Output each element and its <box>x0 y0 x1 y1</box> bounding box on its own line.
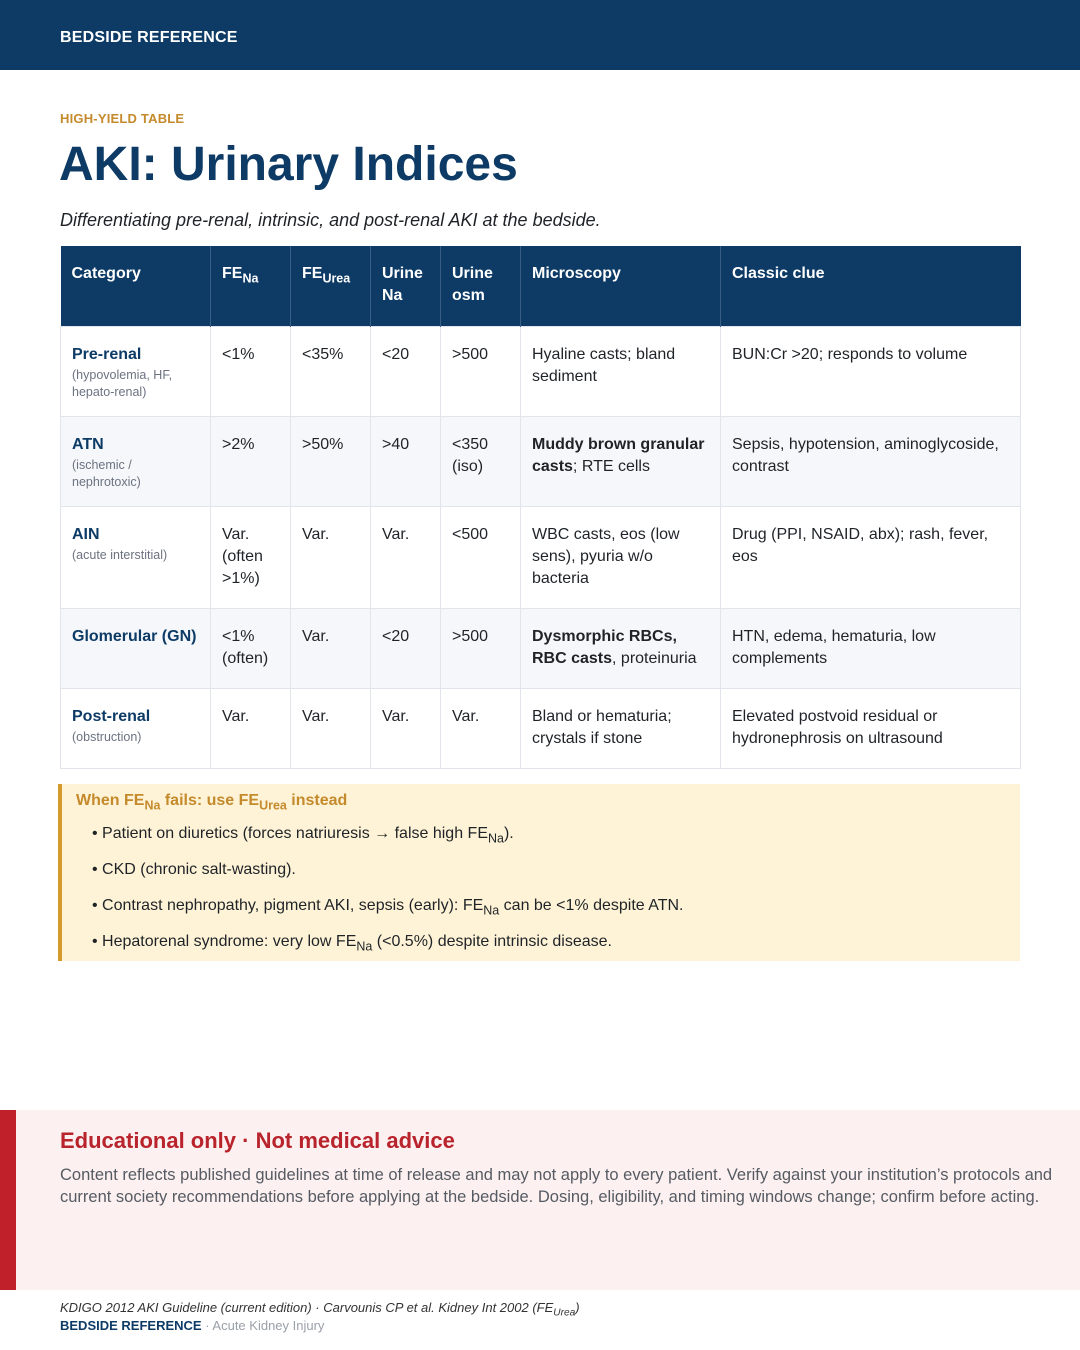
category-name: Post-renal <box>72 707 151 725</box>
header-urine-na: Urine Na <box>371 246 441 326</box>
table-row <box>61 688 1021 768</box>
page-subtitle: Differentiating pre-renal, intrinsic, and post-renal AKI at the bedside. <box>60 210 601 230</box>
fena-callout <box>58 784 1020 961</box>
eyebrow-label: HIGH-YIELD TABLE <box>60 111 185 126</box>
header-fena: $FE_{Na}$ <box>211 246 291 326</box>
feurea-cell: <35% <box>291 326 371 416</box>
footer-separator: · <box>201 1318 213 1333</box>
feurea-cell: Var. <box>291 608 371 688</box>
category-cell <box>61 608 211 688</box>
category-name: Glomerular (GN) <box>72 627 197 645</box>
list-item: • Contrast nephropathy, pigment AKI, sepsis (early): $FE_{Na}$ can be <1% despite ATN. <box>92 897 684 918</box>
urine-osm-cell: >500 <box>441 326 521 416</box>
disclaimer-box <box>0 1110 1080 1290</box>
citation: KDIGO 2012 AKI Guideline (current edition) · Carvounis CP et al. Kidney Int 2002 $(FE_{Urea})$ <box>60 1300 580 1319</box>
table-row <box>61 416 1021 506</box>
microscopy-cell: WBC casts, eos (low sens), pyuria w/o bacteria <box>521 506 721 608</box>
top-banner <box>0 0 1080 70</box>
fena-cell: <1% <box>211 326 291 416</box>
header-urine-osm: Urine osm <box>441 246 521 326</box>
banner-label: BEDSIDE REFERENCE <box>60 29 238 46</box>
header-feurea: $FE_{Urea}$ <box>291 246 371 326</box>
urine-osm-cell: <500 <box>441 506 521 608</box>
table-row <box>61 506 1021 608</box>
category-sub: (ischemic / nephrotoxic) <box>72 457 141 489</box>
callout-list <box>92 824 683 968</box>
urine-na-cell: Var. <box>371 688 441 768</box>
category-sub: (obstruction) <box>72 729 142 744</box>
category-cell <box>61 326 211 416</box>
urine-na-cell: >40 <box>371 416 441 506</box>
clue-cell: Elevated postvoid residual or hydronephrosis on ultrasound <box>721 688 1021 768</box>
fena-cell: Var. <box>211 688 291 768</box>
header-microscopy: Microscopy <box>521 246 721 326</box>
fena-cell: Var. (often >1%) <box>211 506 291 608</box>
list-item: • CKD (chronic salt-wasting). <box>92 861 296 878</box>
category-name: ATN <box>72 435 104 453</box>
urine-osm-cell: Var. <box>441 688 521 768</box>
clue-cell: Drug (PPI, NSAID, abx); rash, fever, eos <box>721 506 1021 608</box>
disclaimer-text: Content reflects published guidelines at time of release and may not apply to every patient. Verify against your institution’s protocols and current society recommendations before applying at the bedside. Dosing, eligibility, and timing windows change; confirm before acting. <box>60 1166 1053 1206</box>
clue-cell: HTN, edema, hematuria, low complements <box>721 608 1021 688</box>
microscopy-cell: Muddy brown granular casts; RTE cells <box>521 416 721 506</box>
feurea-cell: Var. <box>291 506 371 608</box>
callout-title: When $FE_{Na}$ fails: use $FE_{Urea}$ instead <box>76 792 348 813</box>
category-cell <box>61 416 211 506</box>
footer-brand: BEDSIDE REFERENCE <box>60 1318 202 1333</box>
microscopy-cell: Hyaline casts; bland sediment <box>521 326 721 416</box>
category-cell <box>61 688 211 768</box>
clue-cell: BUN:Cr >20; responds to volume <box>721 326 1021 416</box>
list-item: • Patient on diuretics (forces natriuresis → false high $FE_{Na}$). <box>92 825 514 846</box>
table-row <box>61 608 1021 688</box>
feurea-cell: Var. <box>291 688 371 768</box>
urine-osm-cell: >500 <box>441 608 521 688</box>
header-category: Category <box>61 246 211 326</box>
microscopy-cell: Dysmorphic RBCs, RBC casts, proteinuria <box>521 608 721 688</box>
footer-topic: Acute Kidney Injury <box>212 1318 325 1333</box>
page-title: AKI: Urinary Indices <box>59 138 518 191</box>
urine-na-cell: <20 <box>371 608 441 688</box>
category-cell <box>61 506 211 608</box>
disclaimer-title: Educational only · Not medical advice <box>60 1128 455 1153</box>
list-item: • Hepatorenal syndrome: very low $FE_{Na}$ (<0.5%) despite intrinsic disease. <box>92 933 612 954</box>
header-classic-clue: Classic clue <box>721 246 1021 326</box>
footer <box>60 1318 324 1333</box>
microscopy-cell: Bland or hematuria; crystals if stone <box>521 688 721 768</box>
fena-cell: >2% <box>211 416 291 506</box>
urinary-indices-table <box>60 246 1021 769</box>
urine-na-cell: <20 <box>371 326 441 416</box>
urine-na-cell: Var. <box>371 506 441 608</box>
category-name: AIN <box>72 525 100 543</box>
table-header-row <box>61 246 1021 326</box>
feurea-cell: >50% <box>291 416 371 506</box>
fena-cell: <1% (often) <box>211 608 291 688</box>
table-row <box>61 326 1021 416</box>
category-sub: (acute interstitial) <box>72 547 168 562</box>
category-name: Pre-renal <box>72 345 142 363</box>
clue-cell: Sepsis, hypotension, aminoglycoside, contrast <box>721 416 1021 506</box>
category-sub: (hypovolemia, HF, hepato-renal) <box>72 367 173 399</box>
disclaimer-accent-bar <box>0 1110 16 1290</box>
urine-osm-cell: <350 (iso) <box>441 416 521 506</box>
